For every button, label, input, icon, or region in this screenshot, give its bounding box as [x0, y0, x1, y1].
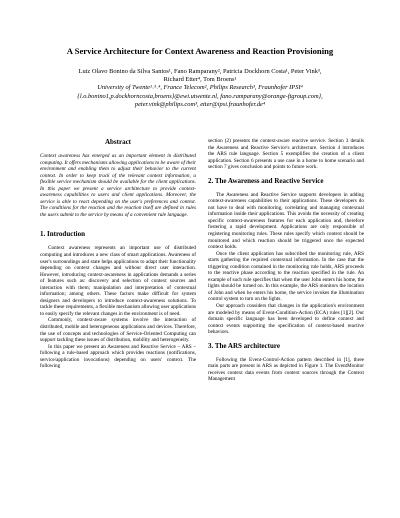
section-2-paragraph-2: Once the client application has subscribed the monitoring rule, ARS starts gathering the required contextual information. In the case that the triggering condition contained in the monitoring rule holds, ARS proceeds to the reactive phase according to the reaction specified in the rule. An example of such rule specifies that when the user John enters his home, the lights should be turned on. In this example, the ARS monitors the location of John and when he enters his home, the service invokes the illumination control system to turn on the lights. — [208, 250, 364, 303]
abstract-text: Context awareness has emerged as an important element in distributed computing. It offers mechanisms allowing applications to be aware of their environment and enabling them to adjust their behavior to the current context. In order to keep track of the relevant context information, a flexible service mechanism should be available for the client applications. In this paper we present a service architecture to provide context-awareness capabilities to users and client applications. Moreover, the service is able to react depending on the user's preferences and context. The conditions for the reaction and the reaction itself are defined in rules the users submit to the service by means of a convenient rule language. — [40, 153, 196, 218]
intro-continued-paragraph: section (2) presents the context-aware reactive service. Section 3 details the Awareness and Reactive Service's architecture. Section 4 introduces the ARS rule language. Section 5 exemplifies the creation of a client application. Section 6 presents a use case in a home to home scenario and section 7 gives conclusion and points to future work. — [208, 138, 364, 171]
intro-paragraph-1: Context awareness represents an important use of distributed computing and introduces a new class of smart applications. Awareness of user's surroundings and state helps applications to adapt their functionality depending on context changes and without direct user interaction. However, introducing context-awareness in applications demands a series of features such as: discovery and selection of context sources and interaction with them; manipulation and interpretation of contextual information; among others. These factors make difficult for system designers and developers to introduce context-awareness solutions. To tackle these requirements, a flexible mechanism allowing user applications to easily specify the relevant changes in the environment is of need. — [40, 245, 196, 317]
section-3-heading: 3. The ARS architecture — [208, 341, 280, 350]
section-2-heading: 2. The Awareness and Reactive Service — [208, 176, 324, 185]
section-1-heading: 1. Introduction — [40, 230, 85, 239]
abstract-heading: Abstract — [104, 138, 132, 146]
intro-paragraph-2: Commonly, context-aware systems involve the interaction of distributed, mobile and heterogeneous applications and devices. Therefore, the use of concepts and technologies of Service-Oriented Computing can support tackling these issues of distribution, mobility and heterogeneity. — [40, 317, 196, 344]
author-block — [20, 68, 380, 109]
affiliation-line: University of Twente¹˒³˒⁴, France Telecom², Philips Research³, Fraunhofer IPSI⁴ — [97, 84, 303, 92]
author-line-1: Luiz Olavo Bonino da Silva Santos¹, Fano Ramparany², Patricia Dockhorn Costa¹, Peter Vink³, — [78, 68, 322, 75]
section-2-paragraph-1: The Awareness and Reactive Service supports developers in adding context-awareness capabilities to their applications. These developers do not have to deal with monitoring, correlating and managing contextual information inside their applications. This avoids the necessity of creating specific context-awareness features for each application and, therefore fostering a rapid development. Applications are only responsible of registering monitoring rules. These rules specify which context should be monitored and which reaction should be triggered once the expected context holds. — [208, 191, 364, 251]
author-line-2: Richard Etter⁴, Tom Broens¹ — [163, 76, 237, 84]
intro-paragraph-3: In this paper we present an Awareness and Reactive Service – ARS – following a rule-based approach which provides reactions (notifications, service/application invocations) depending on users' context. The following — [40, 343, 196, 370]
section-2-paragraph-3: Our approach considers that changes in the application's environment are modeled by means of Event-Condition-Action (ECA) rules [1][2]. Our domain specific language has been developed to define context and context events supporting the specification of context-based reactive behaviors. — [208, 303, 364, 336]
section-3-paragraph-1: Following the Event-Control-Action pattern described in [1], three main parts are present in ARS as depicted in Figure 1. The EventMonitor receives context data events from context sources through the Context Management — [208, 356, 364, 383]
email-line-2: peter.vink@philips.com³, etter@ipsi.fraunhofer.de⁴ — [134, 100, 266, 108]
paper-title: A Service Architecture for Context Awareness and Reaction Provisioning — [66, 46, 334, 56]
left-column — [40, 138, 196, 370]
email-line-1: {l.o.bonino1,p.dockhorncosta,broens}@ewi.utwente.nl, fano.ramparany@orange-ftgroup.com}, — [77, 92, 323, 100]
right-column — [208, 138, 364, 383]
